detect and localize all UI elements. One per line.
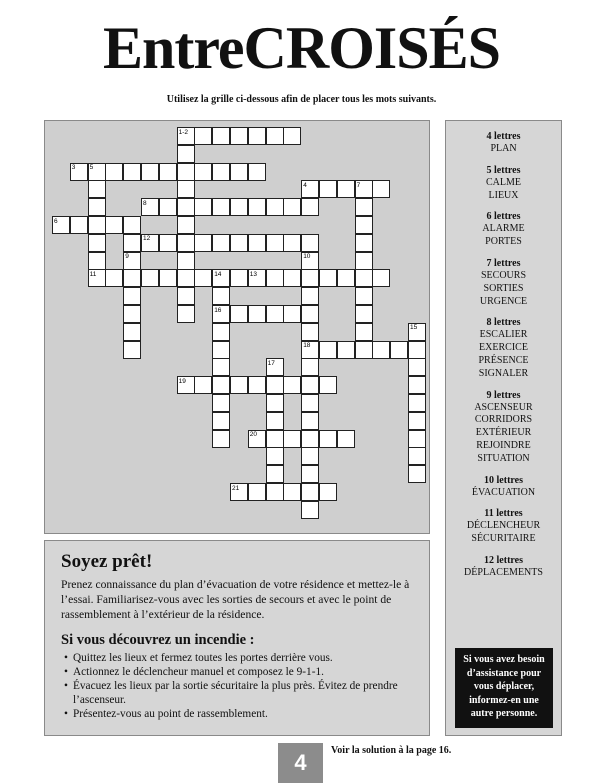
- crossword-cell[interactable]: [230, 376, 248, 394]
- fire-instruction-item: • Évacuez les lieux par la sortie sécuritaire la plus près. Évitez de prendre l’ascenseur.: [64, 679, 417, 707]
- crossword-cell[interactable]: [194, 376, 212, 394]
- crossword-cell[interactable]: [408, 394, 426, 412]
- crossword-cell[interactable]: [266, 198, 284, 216]
- crossword-cell[interactable]: [301, 305, 319, 323]
- crossword-cell[interactable]: [177, 145, 195, 163]
- crossword-cell[interactable]: [159, 234, 177, 252]
- crossword-cell[interactable]: [266, 269, 284, 287]
- crossword-cell[interactable]: [177, 198, 195, 216]
- word-group: [446, 389, 561, 466]
- word-item: SIGNALER: [478, 367, 529, 379]
- word-group-heading: 8 lettres: [486, 317, 521, 329]
- crossword-cell[interactable]: [123, 269, 141, 287]
- crossword-cell[interactable]: [355, 252, 373, 270]
- crossword-cell[interactable]: [355, 216, 373, 234]
- crossword-cell[interactable]: [70, 216, 88, 234]
- word-group-heading: 9 lettres: [486, 389, 521, 401]
- assistance-box: Si vous avez besoin d’assistance pour vous déplacer, informez-en une autre personne.: [455, 648, 553, 728]
- crossword-cell[interactable]: [355, 198, 373, 216]
- crossword-cell[interactable]: [355, 287, 373, 305]
- crossword-cell[interactable]: [212, 127, 230, 145]
- crossword-cell[interactable]: [177, 163, 195, 181]
- crossword-cell[interactable]: [230, 234, 248, 252]
- word-group: [446, 507, 561, 546]
- word-item: ESCALIER: [479, 329, 528, 341]
- crossword-cell[interactable]: [319, 376, 337, 394]
- crossword-cell[interactable]: [230, 163, 248, 181]
- word-item: CORRIDORS: [474, 414, 533, 426]
- crossword-cell[interactable]: [123, 305, 141, 323]
- crossword-cell[interactable]: [159, 198, 177, 216]
- crossword-cell[interactable]: [177, 234, 195, 252]
- crossword-grid: [44, 120, 430, 534]
- crossword-cell[interactable]: [266, 465, 284, 483]
- word-item: LIEUX: [488, 189, 519, 201]
- crossword-cell[interactable]: [337, 180, 355, 198]
- crossword-cell[interactable]: [88, 198, 106, 216]
- clue-number: 19: [178, 377, 186, 385]
- clue-number: 13: [249, 270, 258, 278]
- crossword-cell[interactable]: [408, 376, 426, 394]
- word-item: EXTÉRIEUR: [475, 427, 532, 439]
- crossword-cell[interactable]: [194, 234, 212, 252]
- word-group: [446, 554, 561, 580]
- crossword-cell[interactable]: [194, 127, 212, 145]
- crossword-cell[interactable]: [248, 483, 266, 501]
- crossword-cell[interactable]: [123, 234, 141, 252]
- word-item: SECOURS: [480, 269, 526, 281]
- word-group: [446, 164, 561, 203]
- crossword-cell[interactable]: [230, 305, 248, 323]
- crossword-cell[interactable]: [301, 269, 319, 287]
- clue-number: 1-2: [178, 128, 188, 136]
- crossword-cell[interactable]: [177, 180, 195, 198]
- crossword-cell[interactable]: [212, 376, 230, 394]
- clue-number: 9: [125, 253, 129, 261]
- crossword-cell[interactable]: [408, 358, 426, 376]
- crossword-cell[interactable]: [266, 412, 284, 430]
- crossword-cell[interactable]: [408, 465, 426, 483]
- crossword-cell[interactable]: [88, 180, 106, 198]
- crossword-cell[interactable]: [301, 358, 319, 376]
- crossword-cell[interactable]: [88, 252, 106, 270]
- crossword-cell[interactable]: [123, 216, 141, 234]
- crossword-cell[interactable]: [248, 127, 266, 145]
- page-subtitle: Utilisez la grille ci-dessous afin de placer tous les mots suivants.: [166, 94, 437, 105]
- clue-number: 3: [71, 164, 76, 172]
- crossword-cell[interactable]: [123, 163, 141, 181]
- word-group: [446, 130, 561, 156]
- word-group-heading: 10 lettres: [484, 474, 523, 486]
- crossword-cell[interactable]: [141, 163, 159, 181]
- fire-instruction-item: • Quittez les lieux et fermez toutes les portes derrière vous.: [64, 651, 417, 665]
- preparedness-panel: [44, 540, 430, 736]
- word-group: [446, 474, 561, 500]
- crossword-cell[interactable]: [301, 465, 319, 483]
- word-item: URGENCE: [479, 295, 528, 307]
- word-item: REJOINDRE: [476, 439, 531, 451]
- crossword-cell[interactable]: [408, 341, 426, 359]
- crossword-cell[interactable]: [212, 198, 230, 216]
- crossword-cell[interactable]: [212, 163, 230, 181]
- page-title: EntreCROISÉS: [103, 15, 500, 81]
- crossword-cell[interactable]: [283, 430, 301, 448]
- clue-number: 15: [410, 324, 418, 332]
- crossword-cell[interactable]: [212, 394, 230, 412]
- crossword-cell[interactable]: [177, 287, 195, 305]
- crossword-cell[interactable]: [408, 430, 426, 448]
- ready-intro: Prenez connaissance du plan d’évacuation de votre résidence et mettez-le à l’essai. Familiarisez-vous avec les sorties de secours et avec le point de rassemblement à l’extérieur de la résidence.: [61, 578, 410, 621]
- crossword-cell[interactable]: [248, 305, 266, 323]
- crossword-cell[interactable]: [212, 287, 230, 305]
- crossword-cell[interactable]: [355, 269, 373, 287]
- crossword-cell[interactable]: [283, 234, 301, 252]
- crossword-cell[interactable]: [355, 341, 373, 359]
- crossword-cell[interactable]: [105, 269, 123, 287]
- crossword-cell[interactable]: [319, 180, 337, 198]
- word-group-heading: 4 lettres: [486, 131, 521, 142]
- fire-instruction-item: • Présentez-vous au point de rassemblement.: [64, 707, 417, 721]
- crossword-cell[interactable]: [159, 269, 177, 287]
- crossword-cell[interactable]: [266, 376, 284, 394]
- crossword-cell[interactable]: [301, 234, 319, 252]
- clue-number: 4: [303, 181, 307, 189]
- word-group-heading: 6 lettres: [486, 211, 521, 223]
- clue-number: 18: [303, 342, 311, 350]
- crossword-cell[interactable]: [212, 341, 230, 359]
- word-item: ÉVACUATION: [471, 486, 536, 498]
- word-item: DÉCLENCHEUR: [466, 520, 541, 532]
- crossword-cell[interactable]: [88, 234, 106, 252]
- crossword-cell[interactable]: [372, 269, 390, 287]
- fire-heading: Si vous découvrez un incendie :: [61, 632, 255, 648]
- crossword-cell[interactable]: [301, 430, 319, 448]
- crossword-cell[interactable]: [301, 287, 319, 305]
- word-item: SORTIES: [483, 282, 524, 294]
- word-item: SÉCURITAIRE: [471, 533, 536, 545]
- clue-number: 10: [303, 253, 311, 261]
- crossword-cell[interactable]: [301, 376, 319, 394]
- crossword-cell[interactable]: [230, 198, 248, 216]
- crossword-cell[interactable]: [194, 198, 212, 216]
- word-item: ASCENSEUR: [474, 401, 533, 413]
- word-item: CALME: [486, 176, 521, 188]
- clue-number: 6: [54, 217, 58, 225]
- crossword-cell[interactable]: [230, 269, 248, 287]
- crossword-cell[interactable]: [283, 269, 301, 287]
- crossword-cell[interactable]: [319, 341, 337, 359]
- solution-note: Voir la solution à la page 16.: [331, 745, 452, 756]
- crossword-cell[interactable]: [248, 198, 266, 216]
- crossword-cell[interactable]: [372, 341, 390, 359]
- clue-number: 11: [89, 270, 97, 278]
- word-group: [446, 257, 561, 308]
- clue-number: 8: [143, 199, 147, 207]
- clue-number: 21: [232, 484, 240, 492]
- crossword-cell[interactable]: [355, 234, 373, 252]
- crossword-cell[interactable]: [355, 323, 373, 341]
- crossword-cell[interactable]: [105, 216, 123, 234]
- word-item: PORTES: [485, 236, 522, 248]
- crossword-cell[interactable]: [390, 341, 408, 359]
- crossword-cell[interactable]: [88, 216, 106, 234]
- crossword-cell[interactable]: [372, 180, 390, 198]
- crossword-cell[interactable]: [319, 269, 337, 287]
- crossword-cell[interactable]: [141, 269, 159, 287]
- crossword-cell[interactable]: [337, 269, 355, 287]
- crossword-cell[interactable]: [266, 483, 284, 501]
- crossword-cell[interactable]: [177, 305, 195, 323]
- crossword-cell[interactable]: [266, 305, 284, 323]
- crossword-cell[interactable]: [283, 198, 301, 216]
- crossword-cell[interactable]: [283, 127, 301, 145]
- crossword-cell[interactable]: [319, 430, 337, 448]
- crossword-cell[interactable]: [159, 163, 177, 181]
- crossword-cell[interactable]: [301, 323, 319, 341]
- crossword-cell[interactable]: [177, 252, 195, 270]
- word-group-heading: 5 lettres: [486, 164, 521, 176]
- crossword-cell[interactable]: [408, 412, 426, 430]
- crossword-cell[interactable]: [105, 163, 123, 181]
- crossword-cell[interactable]: [266, 234, 284, 252]
- crossword-cell[interactable]: [266, 447, 284, 465]
- crossword-cell[interactable]: [301, 501, 319, 519]
- crossword-cell[interactable]: [123, 287, 141, 305]
- word-group: [446, 316, 561, 380]
- crossword-cell[interactable]: [212, 358, 230, 376]
- clue-number: 7: [356, 181, 361, 189]
- crossword-cell[interactable]: [248, 376, 266, 394]
- clue-number: 5: [89, 164, 94, 172]
- crossword-cell[interactable]: [248, 163, 266, 181]
- crossword-cell[interactable]: [337, 430, 355, 448]
- word-group-heading: 7 lettres: [486, 257, 521, 269]
- crossword-cell[interactable]: [123, 341, 141, 359]
- word-item: SITUATION: [477, 452, 530, 464]
- crossword-cell[interactable]: [337, 341, 355, 359]
- ready-title: Soyez prêt!: [61, 551, 153, 572]
- crossword-cell[interactable]: [283, 305, 301, 323]
- crossword-cell[interactable]: [194, 163, 212, 181]
- crossword-cell[interactable]: [301, 412, 319, 430]
- clue-number: 20: [249, 431, 258, 439]
- crossword-cell[interactable]: [408, 447, 426, 465]
- crossword-cell[interactable]: [212, 412, 230, 430]
- crossword-cell[interactable]: [212, 430, 230, 448]
- crossword-cell[interactable]: [301, 198, 319, 216]
- word-item: PLAN: [490, 143, 517, 154]
- fire-instructions: [61, 651, 417, 721]
- crossword-cell[interactable]: [248, 234, 266, 252]
- crossword-cell[interactable]: [301, 394, 319, 412]
- clue-number: 14: [214, 270, 222, 278]
- clue-number: 12: [143, 235, 151, 243]
- word-item: DÉPLACEMENTS: [464, 566, 543, 578]
- crossword-cell[interactable]: [177, 269, 195, 287]
- crossword-cell[interactable]: [230, 127, 248, 145]
- crossword-cell[interactable]: [283, 483, 301, 501]
- crossword-cell[interactable]: [212, 234, 230, 252]
- page-number: 4: [278, 743, 323, 783]
- fire-instruction-item: • Actionnez le déclencheur manuel et composez le 9-1-1.: [64, 665, 417, 679]
- crossword-cell[interactable]: [301, 483, 319, 501]
- crossword-cell[interactable]: [301, 447, 319, 465]
- word-item: EXERCICE: [479, 342, 528, 354]
- word-group-heading: 11 lettres: [484, 508, 523, 520]
- crossword-cell[interactable]: [266, 127, 284, 145]
- crossword-cell[interactable]: [266, 430, 284, 448]
- crossword-cell[interactable]: [194, 269, 212, 287]
- word-list: [446, 130, 561, 580]
- crossword-cell[interactable]: [355, 305, 373, 323]
- crossword-cell[interactable]: [123, 323, 141, 341]
- word-group-heading: 12 lettres: [484, 554, 523, 566]
- word-list-panel: [445, 120, 562, 736]
- crossword-cell[interactable]: [283, 376, 301, 394]
- crossword-cell[interactable]: [319, 483, 337, 501]
- crossword-cell[interactable]: [266, 394, 284, 412]
- word-item: ALARME: [482, 223, 525, 235]
- word-item: PRÉSENCE: [478, 354, 529, 366]
- clue-number: 16: [214, 306, 222, 314]
- word-group: [446, 210, 561, 249]
- crossword-cell[interactable]: [212, 323, 230, 341]
- clue-number: 17: [267, 359, 275, 367]
- crossword-cell[interactable]: [177, 216, 195, 234]
